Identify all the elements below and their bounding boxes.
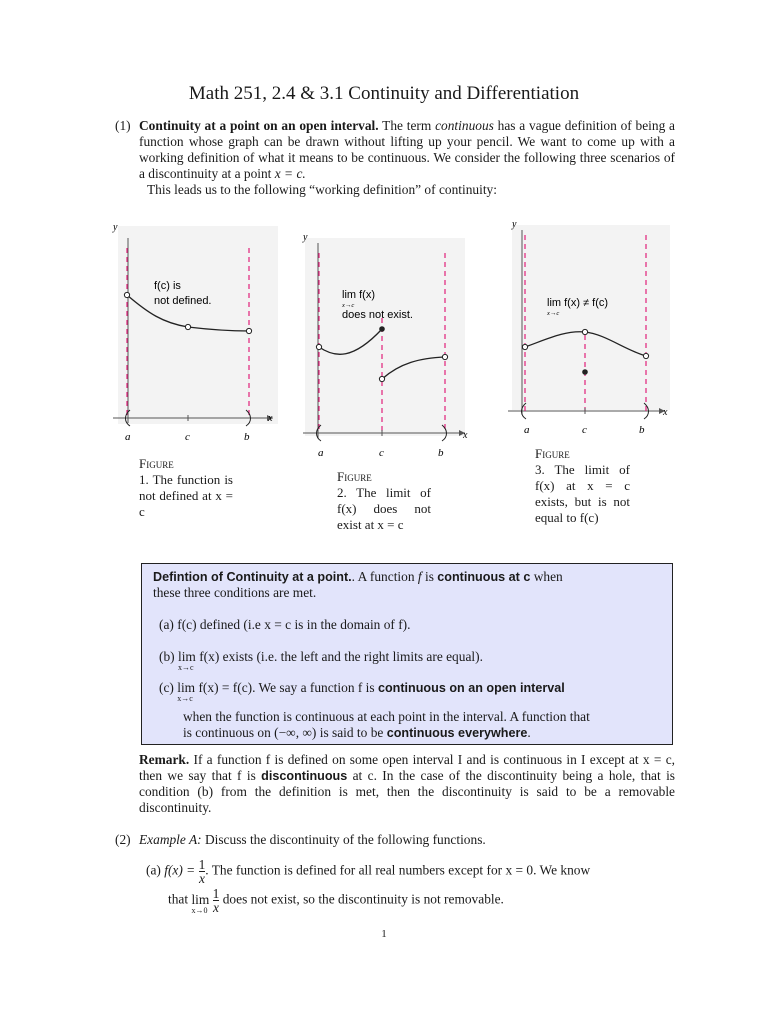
condition-c-bold: continuous on an open interval — [377, 681, 565, 695]
item-2a-that: that — [168, 891, 189, 907]
fig1-b-label: b — [244, 431, 250, 443]
figure-2-graph — [295, 228, 475, 460]
fig3-x-label: x — [663, 407, 668, 418]
fig3-caption-text: 3. The limit of f(x) at x = c exists, but is not equal to f(c) — [535, 462, 630, 525]
figure-1-graph — [108, 218, 288, 448]
fig2-annotation-1: lim f(x) — [342, 289, 375, 301]
fig3-annotation-sub: x→c — [547, 310, 560, 317]
definition-intro — [153, 569, 663, 601]
figure-3-caption — [535, 446, 630, 526]
fig2-b-label: b — [438, 447, 444, 459]
fig1-annotation-2: not defined. — [154, 295, 212, 307]
fig1-a-label: a — [125, 431, 131, 443]
fig3-caption-head: Figure — [535, 446, 570, 461]
condition-c — [159, 680, 565, 703]
fig1-y-label: y — [113, 222, 118, 233]
condition-b-lim: lim — [177, 649, 196, 664]
fig2-annotation-sub: x→c — [342, 302, 355, 309]
item-2a-line-2 — [168, 887, 668, 914]
fig2-c-label: c — [379, 447, 384, 459]
fig1-caption-head: Figure — [139, 456, 174, 471]
remark — [139, 752, 675, 816]
definition-intro-1: . A function — [351, 569, 415, 584]
page-title: Math 251, 2.4 & 3.1 Continuity and Differentiation — [188, 83, 580, 104]
definition-f: f — [417, 569, 422, 584]
figure-1-caption — [139, 456, 233, 520]
item-2-number: (2) — [115, 832, 131, 847]
item-2-example — [139, 832, 675, 848]
remark-text-1: If a function f is defined on some open interval I and is continuous in I except at x = c, then we say that f is — [139, 752, 675, 783]
condition-b-sub: x→c — [177, 663, 194, 672]
item-1-continuous-word: continuous — [435, 118, 494, 133]
fig3-y-label: y — [512, 219, 517, 230]
condition-c-text: f(x) = f(c). We say a function f is — [198, 680, 375, 695]
fig2-y-label: y — [303, 232, 308, 243]
item-1-lead: This leads us to the following “working definition” of continuity: — [147, 182, 497, 197]
figure-3-graph — [500, 215, 680, 440]
fig3-a-label: a — [524, 424, 530, 436]
item-2a-lim-sub: x→0 — [191, 905, 208, 915]
condition-a — [159, 617, 411, 633]
fig1-x-label: x — [268, 413, 273, 424]
condition-c-cont-1: when the function is continuous at each point in the interval. A function that — [183, 709, 590, 724]
item-1-text-2: has a vague definition of being a function whose graph can be drawn without lifting up your pencil. We want to come up with a working definition of what it means to be continuous. We consider the following three scenarios of a discontinuity at a point — [139, 118, 675, 181]
item-2a-num: 1 — [198, 857, 206, 872]
example-label: Example A: — [139, 832, 202, 847]
remark-bold: discontinuous — [261, 769, 348, 783]
condition-a-text: f(c) defined (i.e x = c is in the domain of f). — [177, 617, 411, 632]
definition-intro-2: is — [424, 569, 434, 584]
item-1-text — [139, 118, 675, 182]
example-text: Discuss the discontinuity of the following functions. — [204, 832, 486, 847]
fig2-caption-text: 2. The limit of f(x) does not exist at x = c — [337, 485, 431, 532]
condition-b-label: (b) — [159, 649, 175, 664]
figure-2-caption — [337, 469, 431, 533]
condition-b-text: f(x) exists (i.e. the left and the right limits are equal). — [199, 649, 483, 664]
item-2a — [146, 858, 676, 885]
item-1-text-1: The term — [382, 118, 432, 133]
condition-a-label: (a) — [159, 617, 174, 632]
definition-bold-phrase: continuous at c — [437, 570, 531, 584]
fig2-annotation-2: does not exist. — [342, 309, 413, 321]
fig3-c-label: c — [582, 424, 587, 436]
condition-c-sub: x→c — [177, 694, 193, 703]
fig2-caption-head: Figure — [337, 469, 372, 484]
item-2a-func: f(x) = — [164, 862, 196, 878]
condition-c-bold-2: continuous everywhere — [386, 726, 528, 740]
fig2-a-label: a — [318, 447, 324, 459]
definition-intro-4: these three conditions are met. — [153, 585, 317, 600]
condition-c-label: (c) — [159, 680, 174, 695]
remark-heading: Remark. — [139, 752, 190, 767]
item-2a-label: (a) — [146, 862, 161, 878]
fig3-b-label: b — [639, 424, 645, 436]
condition-b — [159, 649, 483, 672]
fig1-annotation-1: f(c) is — [154, 280, 181, 292]
definition-box — [141, 563, 673, 745]
fig1-c-label: c — [185, 431, 190, 443]
item-1-number: (1) — [115, 118, 131, 133]
definition-intro-3: when — [533, 569, 563, 584]
condition-c-lim: lim — [177, 680, 196, 695]
fig2-x-label: x — [463, 430, 468, 441]
condition-c-continued — [183, 709, 665, 741]
item-1-point: x = c. — [274, 166, 306, 181]
item-2a-num-2: 1 — [212, 886, 220, 901]
condition-c-cont-2: is continuous on (−∞, ∞) is said to be — [183, 725, 384, 740]
condition-c-end: . — [527, 725, 531, 740]
remark-text-2: at c. In the case of the discontinuity being a hole, that is condition (b) from the definition is met, then the discontinuity is said to be a removable discontinuity. — [139, 768, 675, 815]
item-2a-lim: lim — [191, 891, 210, 907]
item-2a-text: . The function is defined for all real numbers except for x = 0. We know — [205, 862, 591, 878]
item-2a-text-2: does not exist, so the discontinuity is not removable. — [222, 891, 504, 907]
item-2a-den-2: x — [213, 900, 219, 915]
page-number: 1 — [381, 928, 387, 940]
fig3-annotation-1: lim f(x) ≠ f(c) — [547, 297, 609, 309]
item-1-heading: Continuity at a point on an open interval. — [139, 118, 379, 133]
item-2a-den: x — [198, 871, 205, 886]
definition-heading: Defintion of Continuity at a point. — [153, 570, 352, 584]
fig1-caption-text: 1. The function is not defined at x = c — [139, 472, 233, 519]
